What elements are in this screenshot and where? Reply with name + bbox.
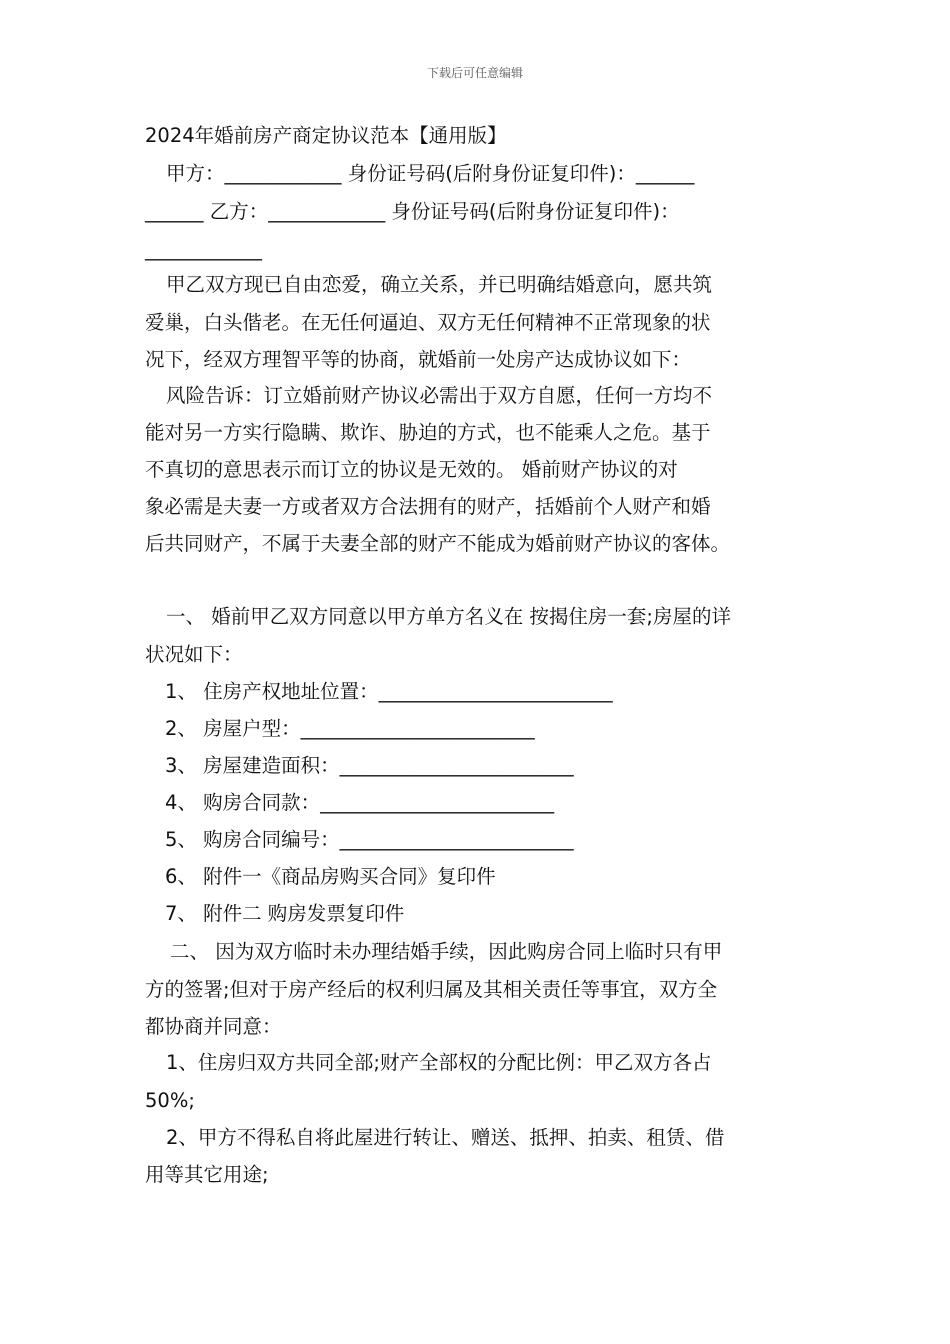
paragraph-line: 都协商并同意： — [145, 1015, 282, 1038]
paragraph-line: 方的签署;但对于房产经后的权利归属及其相关责任等事宜，双方全 — [145, 978, 718, 1001]
list-item: 7、 附件二 购房发票复印件 — [165, 902, 405, 925]
paragraph-line: 爱巢，白头偕老。在无任何逼迫、双方无任何精神不正常现象的状 — [145, 311, 711, 334]
party-b-line: ______ 乙方：____________ 身份证号码(后附身份证复印件)： — [145, 200, 680, 223]
paragraph-line: 状况如下： — [145, 643, 243, 666]
paragraph-line: 不真切的意思表示而订立的协议是无效的。 婚前财产协议的对 — [145, 458, 678, 481]
paragraph-line: 后共同财产，不属于夫妻全部的财产不能成为婚前财产协议的客体。 — [145, 532, 731, 555]
list-item: 4、 购房合同款：________________________ — [165, 791, 555, 814]
list-item: 1、 住房产权地址位置：________________________ — [165, 680, 613, 703]
paragraph-line: 用等其它用途; — [145, 1163, 269, 1186]
list-item: 6、 附件一《商品房购买合同》复印件 — [165, 865, 496, 888]
section-two-heading: 二、 因为双方临时未办理结婚手续，因此购房合同上临时只有甲 — [170, 940, 723, 963]
section-one-heading: 一、 婚前甲乙双方同意以甲方单方名义在 按揭住房一套;房屋的详 — [166, 605, 731, 628]
paragraph-line: 50%; — [145, 1089, 195, 1112]
party-a-line: 甲方：____________ 身份证号码(后附身份证复印件)：______ — [166, 162, 695, 185]
id-blank-line: ____________ — [145, 238, 262, 261]
list-item: 2、 房屋户型：________________________ — [165, 717, 535, 740]
paragraph-line: 象必需是夫妻一方或者双方合法拥有的财产，括婚前个人财产和婚 — [145, 495, 711, 518]
paragraph-line: 甲乙双方现已自由恋爱，确立关系，并已明确结婚意向，愿共筑 — [166, 273, 713, 296]
document-title: 2024年婚前房产商定协议范本【通用版】 — [145, 124, 507, 147]
list-item: 3、 房屋建造面积：________________________ — [165, 754, 574, 777]
clause-line: 2、甲方不得私自将此屋进行转让、赠送、抵押、拍卖、租赁、借 — [166, 1126, 725, 1149]
header-note: 下载后可任意编辑 — [426, 66, 523, 80]
risk-notice-line: 风险告诉：订立婚前财产协议必需出于双方自愿，任何一方均不 — [166, 384, 713, 407]
clause-line: 1、住房归双方共同全部;财产全部权的分配比例：甲乙双方各占 — [166, 1051, 712, 1074]
paragraph-line: 况下，经双方理智平等的协商，就婚前一处房产达成协议如下： — [145, 348, 692, 371]
paragraph-line: 能对另一方实行隐瞒、欺诈、胁迫的方式，也不能乘人之危。基于 — [145, 421, 711, 444]
list-item: 5、 购房合同编号：________________________ — [165, 828, 574, 851]
